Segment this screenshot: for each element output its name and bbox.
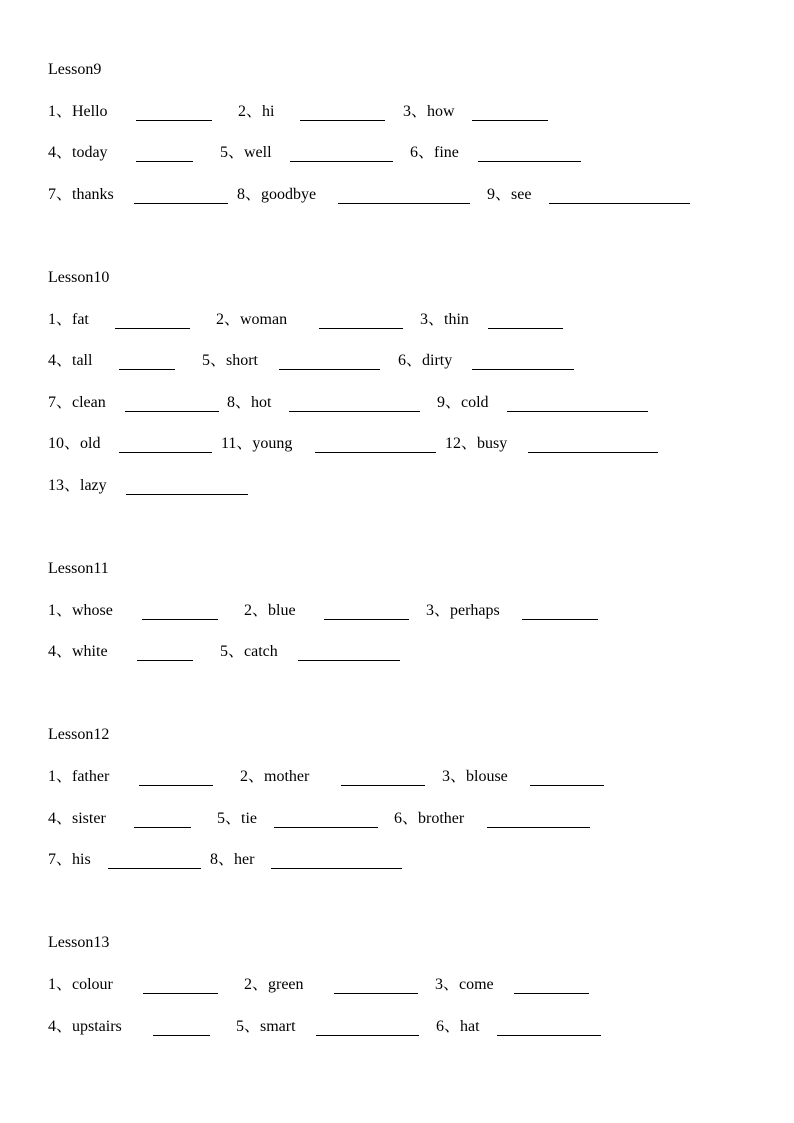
answer-blank[interactable] (136, 161, 193, 162)
vocab-word: 8、hot (227, 394, 272, 411)
vocab-item-smart (236, 1017, 419, 1037)
vocab-word: 8、her (210, 851, 255, 868)
vocab-word: 1、Hello (48, 103, 108, 120)
vocab-row (48, 642, 768, 662)
answer-blank[interactable] (298, 660, 400, 661)
answer-blank[interactable] (338, 203, 470, 204)
vocab-item-fine (410, 143, 581, 163)
lesson-title: Lesson9 (48, 61, 102, 78)
answer-blank[interactable] (115, 328, 190, 329)
vocab-item-see (487, 185, 690, 205)
vocab-word: 6、dirty (398, 352, 453, 369)
answer-blank[interactable] (271, 868, 402, 869)
answer-blank[interactable] (497, 1035, 601, 1036)
answer-blank[interactable] (119, 369, 175, 370)
lesson-title: Lesson10 (48, 269, 110, 286)
vocab-row (48, 975, 768, 995)
vocab-item-fat (48, 310, 190, 330)
vocab-item-hello (48, 102, 212, 122)
answer-blank[interactable] (134, 203, 228, 204)
vocab-word: 7、clean (48, 394, 106, 411)
answer-blank[interactable] (487, 827, 590, 828)
vocab-item-whose (48, 601, 218, 621)
vocab-word: 3、perhaps (426, 602, 500, 619)
vocab-row (48, 393, 768, 413)
vocab-word: 4、sister (48, 810, 106, 827)
vocab-word: 2、hi (238, 103, 275, 120)
answer-blank[interactable] (316, 1035, 419, 1036)
vocab-item-woman (216, 310, 403, 330)
vocab-word: 4、white (48, 643, 108, 660)
vocab-item-hot (227, 393, 420, 413)
vocab-word: 9、see (487, 186, 532, 203)
vocab-item-old (48, 434, 212, 454)
vocab-row (48, 850, 768, 870)
vocab-word: 2、green (244, 976, 304, 993)
vocab-item-tie (217, 809, 378, 829)
vocab-word: 6、brother (394, 810, 465, 827)
vocab-row (48, 601, 768, 621)
vocab-word: 13、lazy (48, 477, 107, 494)
vocab-word: 3、blouse (442, 768, 508, 785)
vocab-word: 3、thin (420, 311, 469, 328)
vocab-word: 5、short (202, 352, 259, 369)
answer-blank[interactable] (514, 993, 589, 994)
answer-blank[interactable] (125, 411, 219, 412)
vocab-word: 5、tie (217, 810, 257, 827)
vocab-word: 4、tall (48, 352, 93, 369)
answer-blank[interactable] (549, 203, 690, 204)
answer-blank[interactable] (119, 452, 212, 453)
vocab-word: 2、blue (244, 602, 296, 619)
answer-blank[interactable] (478, 161, 581, 162)
vocab-word: 5、catch (220, 643, 278, 660)
vocab-item-cold (437, 393, 648, 413)
vocab-word: 1、colour (48, 976, 113, 993)
answer-blank[interactable] (290, 161, 393, 162)
vocab-word: 10、old (48, 435, 101, 452)
vocab-row (48, 185, 768, 205)
answer-blank[interactable] (143, 993, 218, 994)
vocab-word: 8、goodbye (237, 186, 317, 203)
vocab-word: 11、young (221, 435, 293, 452)
vocab-item-colour (48, 975, 218, 995)
answer-blank[interactable] (324, 619, 409, 620)
answer-blank[interactable] (522, 619, 598, 620)
vocab-item-dirty (398, 351, 574, 371)
answer-blank[interactable] (153, 1035, 210, 1036)
vocab-item-upstairs (48, 1017, 210, 1037)
vocab-word: 1、father (48, 768, 110, 785)
answer-blank[interactable] (315, 452, 436, 453)
vocab-row (48, 310, 768, 330)
vocab-item-hi (238, 102, 385, 122)
vocab-item-clean (48, 393, 219, 413)
vocab-word: 4、upstairs (48, 1018, 122, 1035)
vocab-word: 2、mother (240, 768, 310, 785)
vocab-row (48, 434, 768, 454)
answer-blank[interactable] (279, 369, 380, 370)
vocab-item-thanks (48, 185, 228, 205)
vocab-word: 7、thanks (48, 186, 114, 203)
vocab-item-her (210, 850, 402, 870)
vocab-item-green (244, 975, 418, 995)
vocab-word: 4、today (48, 144, 108, 161)
vocab-item-brother (394, 809, 590, 829)
vocab-item-blouse (442, 767, 604, 787)
vocab-item-white (48, 642, 193, 662)
vocab-word: 1、fat (48, 311, 89, 328)
vocab-item-short (202, 351, 380, 371)
vocab-word: 3、how (403, 103, 455, 120)
vocab-word: 7、his (48, 851, 91, 868)
vocab-item-young (221, 434, 436, 454)
vocab-item-mother (240, 767, 425, 787)
vocab-item-his (48, 850, 201, 870)
vocab-word: 5、well (220, 144, 272, 161)
vocab-item-goodbye (237, 185, 470, 205)
vocab-word: 9、cold (437, 394, 489, 411)
vocab-word: 2、woman (216, 311, 288, 328)
vocab-row (48, 351, 768, 371)
vocab-row (48, 809, 768, 829)
answer-blank[interactable] (126, 494, 248, 495)
lesson-title: Lesson12 (48, 726, 110, 743)
vocab-row (48, 102, 768, 122)
answer-blank[interactable] (334, 993, 418, 994)
vocab-item-perhaps (426, 601, 598, 621)
vocab-word: 12、busy (445, 435, 508, 452)
answer-blank[interactable] (137, 660, 193, 661)
vocab-row (48, 1017, 768, 1037)
vocab-word: 3、come (435, 976, 494, 993)
vocab-item-today (48, 143, 193, 163)
vocab-item-come (435, 975, 589, 995)
vocab-row (48, 476, 768, 496)
answer-blank[interactable] (108, 868, 201, 869)
vocab-item-catch (220, 642, 400, 662)
vocab-row (48, 767, 768, 787)
lesson-title: Lesson13 (48, 934, 110, 951)
vocab-item-thin (420, 310, 563, 330)
vocab-item-tall (48, 351, 175, 371)
answer-blank[interactable] (507, 411, 648, 412)
answer-blank[interactable] (142, 619, 218, 620)
vocab-item-well (220, 143, 393, 163)
vocab-word: 6、hat (436, 1018, 480, 1035)
answer-blank[interactable] (136, 120, 212, 121)
answer-blank[interactable] (472, 369, 574, 370)
vocab-item-sister (48, 809, 191, 829)
answer-blank[interactable] (341, 785, 425, 786)
answer-blank[interactable] (139, 785, 213, 786)
vocab-item-lazy (48, 476, 248, 496)
vocab-word: 1、whose (48, 602, 113, 619)
vocab-word: 5、smart (236, 1018, 296, 1035)
answer-blank[interactable] (134, 827, 191, 828)
answer-blank[interactable] (488, 328, 563, 329)
vocab-word: 6、fine (410, 144, 459, 161)
vocab-item-busy (445, 434, 658, 454)
answer-blank[interactable] (472, 120, 548, 121)
vocab-item-how (403, 102, 548, 122)
answer-blank[interactable] (528, 452, 658, 453)
vocab-item-blue (244, 601, 409, 621)
answer-blank[interactable] (530, 785, 604, 786)
vocab-item-father (48, 767, 213, 787)
answer-blank[interactable] (300, 120, 385, 121)
vocab-item-hat (436, 1017, 601, 1037)
vocab-row (48, 143, 768, 163)
lesson-title: Lesson11 (48, 560, 109, 577)
answer-blank[interactable] (319, 328, 403, 329)
answer-blank[interactable] (289, 411, 420, 412)
answer-blank[interactable] (274, 827, 378, 828)
